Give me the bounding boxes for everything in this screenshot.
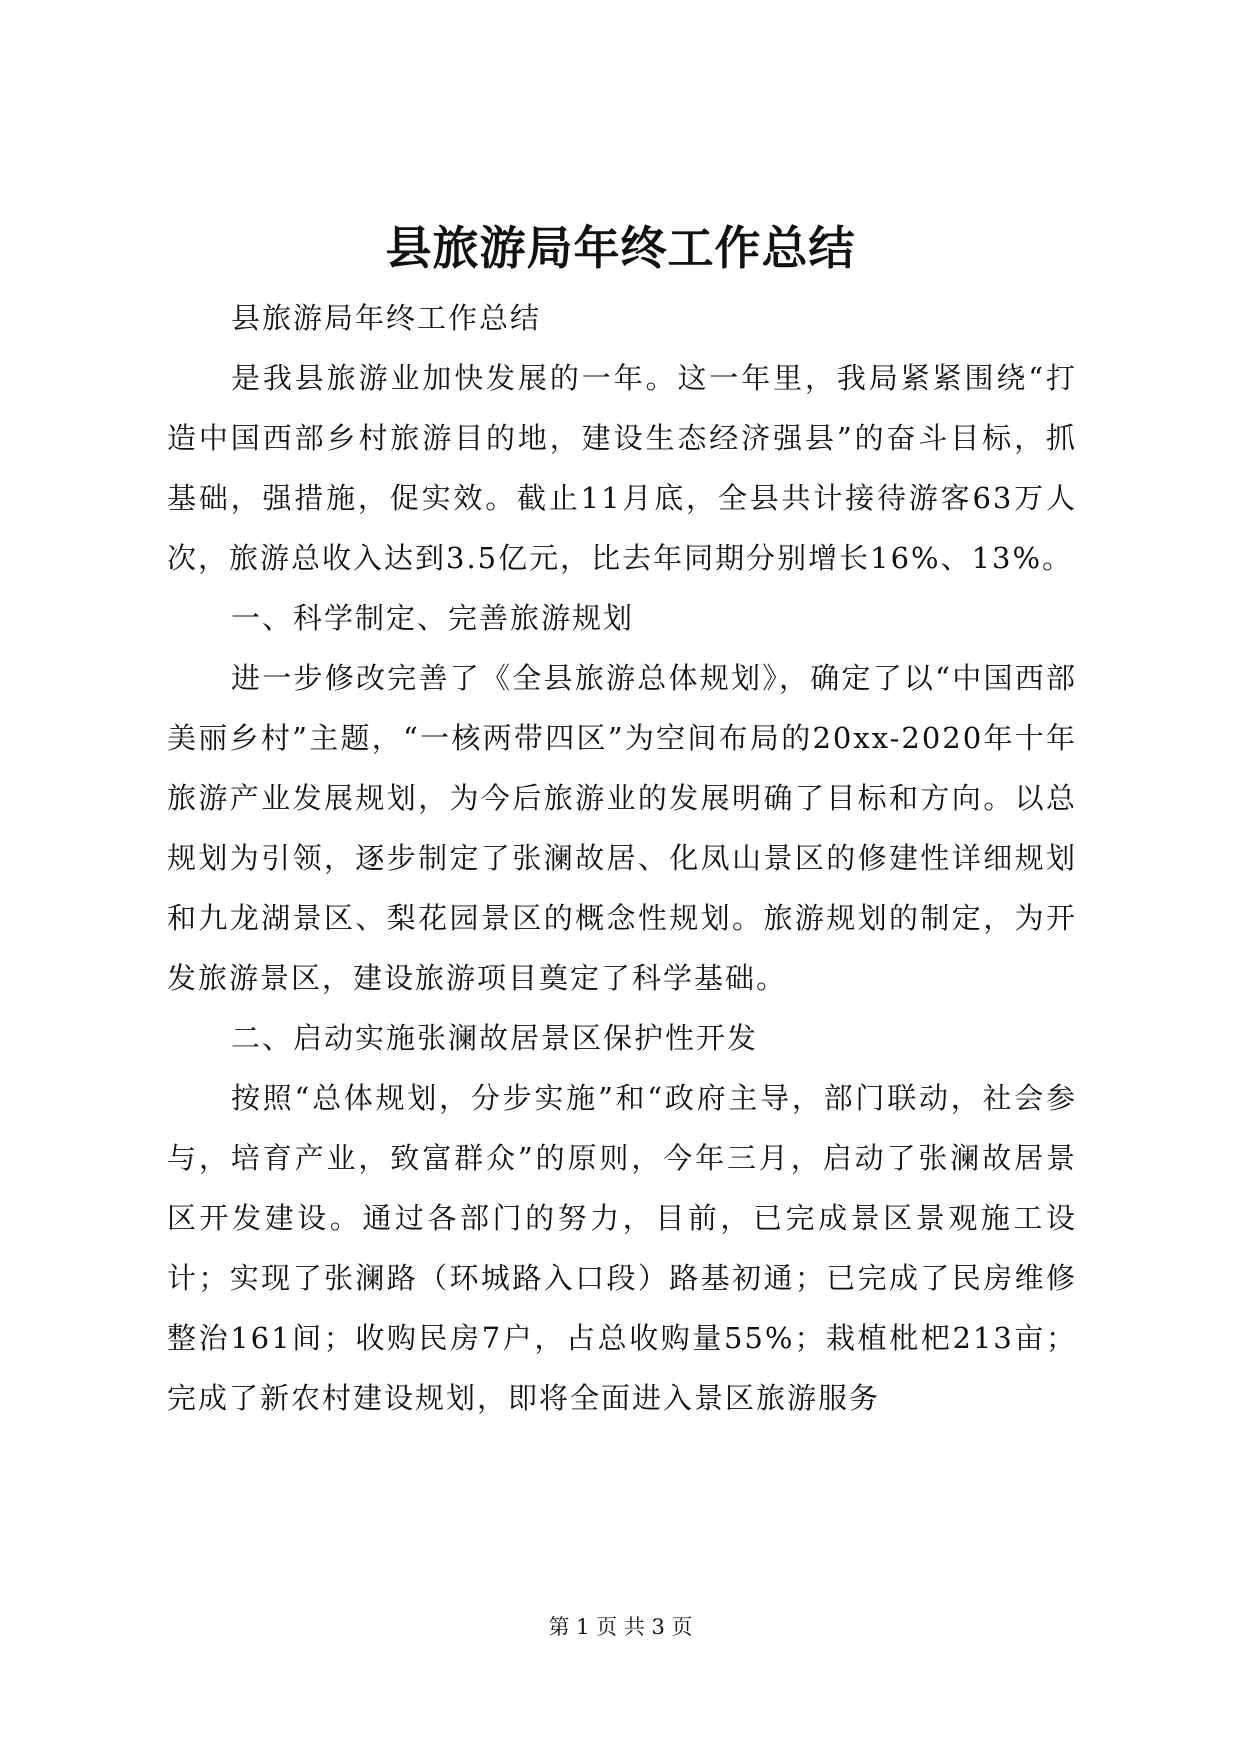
document-title: 县旅游局年终工作总结: [385, 221, 856, 275]
document-body: [167, 288, 1077, 1428]
section-heading-2: 二、启动实施张澜故居景区保护性开发: [231, 1021, 759, 1055]
subtitle-paragraph: 县旅游局年终工作总结: [231, 301, 542, 335]
section-heading-1: 一、科学制定、完善旅游规划: [231, 601, 635, 635]
section-2-paragraph: 按照“总体规划，分步实施”和“政府主导，部门联动，社会参与，培育产业，致富群众”的原则，今年三月，启动了张澜故居景区开发建设。通过各部门的努力，目前，已完成景区景观施工设计；实现了张澜路（环城路入口段）路基初通；已完成了民房维修整治161间；收购民房7户，占总收购量55%；栽植枇杷213亩；完成了新农村建设规划，即将全面进入景区旅游服务: [167, 1081, 1077, 1415]
page-footer: 第 1 页 共 3 页: [548, 1615, 693, 1639]
intro-paragraph: 是我县旅游业加快发展的一年。这一年里，我局紧紧围绕“打造中国西部乡村旅游目的地，建设生态经济强县”的奋斗目标，抓基础，强措施，促实效。截止11月底，全县共计接待游客63万人次，旅游总收入达到3.5亿元，比去年同期分别增长16%、13%。: [167, 361, 1077, 575]
section-1-paragraph: 进一步修改完善了《全县旅游总体规划》，确定了以“中国西部美丽乡村”主题，“一核两带四区”为空间布局的20xx-2020年十年旅游产业发展规划，为今后旅游业的发展明确了目标和方向。以总规划为引领，逐步制定了张澜故居、化凤山景区的修建性详细规划和九龙湖景区、梨花园景区的概念性规划。旅游规划的制定，为开发旅游景区，建设旅游项目奠定了科学基础。: [167, 661, 1077, 995]
